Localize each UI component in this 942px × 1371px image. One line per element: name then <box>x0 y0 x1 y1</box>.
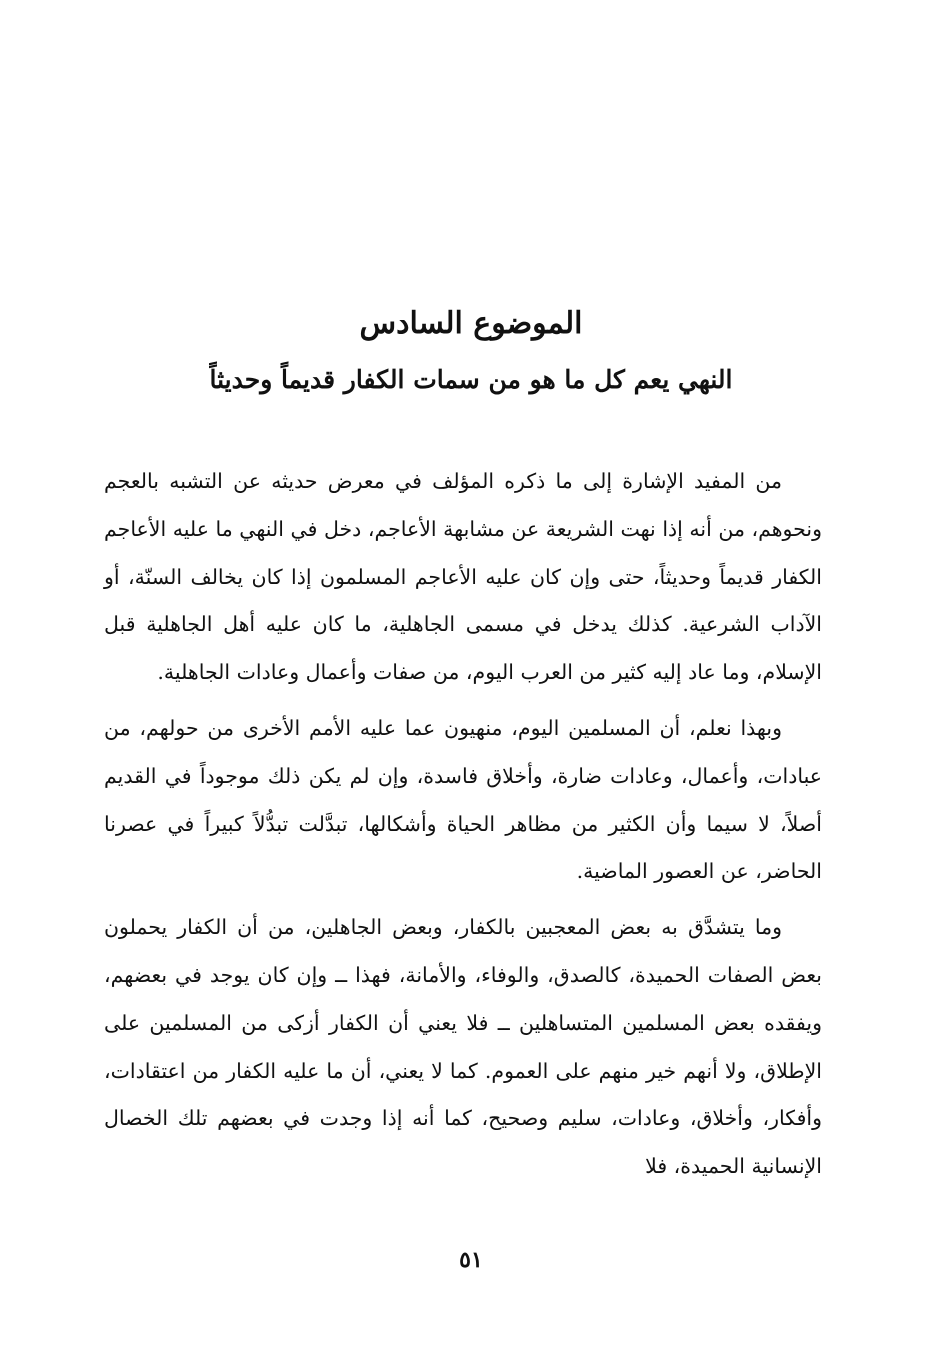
paragraph: وبهذا نعلم، أن المسلمين اليوم، منهيون عما عليه الأمم الأخرى من حولهم، من عبادات، وأعمال، وعادات ضارة، وأخلاق فاسدة، وإن لم يكن ذلك موجوداً في القديم أصلاً، لا سيما وأن الكثير من مظاهر الحياة وأشكالها، تبدَّلت تبدُّلاً كبيراً في عصرنا الحاضر، عن العصور الماضية. <box>104 715 822 884</box>
paragraph: من المفيد الإشارة إلى ما ذكره المؤلف في معرض حديثه عن التشبه بالعجم ونحوهم، من أنه إذا نهت الشريعة عن مشابهة الأعاجم، دخل في النهي ما عليه الأعاجم الكفار قديماً وحديثاً، حتى وإن كان عليه الأعاجم المسلمون إذا كان يخالف السنّة، أو الآداب الشرعية. كذلك يدخل في مسمى الجاهلية، ما كان عليه أهل الجاهلية قبل الإسلام، وما عاد إليه كثير من العرب اليوم، من صفات وأعمال وعادات الجاهلية. <box>104 469 822 685</box>
body-text <box>104 458 822 1199</box>
chapter-subtitle: النهي يعم كل ما هو من سمات الكفار قديماً وحديثاً <box>209 365 733 394</box>
chapter-title: الموضوع السادس <box>359 306 583 341</box>
paragraph: وما يتشدَّق به بعض المعجبين بالكفار، وبعض الجاهلين، من أن الكفار يحملون بعض الصفات الحميدة، كالصدق، والوفاء، والأمانة، فهذا ــ وإن كان يوجد في بعضهم، ويفقده بعض المسلمين المتساهلين ــ فلا يعني أن الكفار أزكى من المسلمين على الإطلاق، ولا أنهم خير منهم على العموم. كما لا يعني، أن ما عليه الكفار من اعتقادات، وأفكار، وأخلاق، وعادات، سليم وصحيح، كما أنه إذا وجدت في بعضهم تلك الخصال الإنسانية الحميدة، فلا <box>104 915 822 1179</box>
page-number: ٥١ <box>459 1247 483 1273</box>
